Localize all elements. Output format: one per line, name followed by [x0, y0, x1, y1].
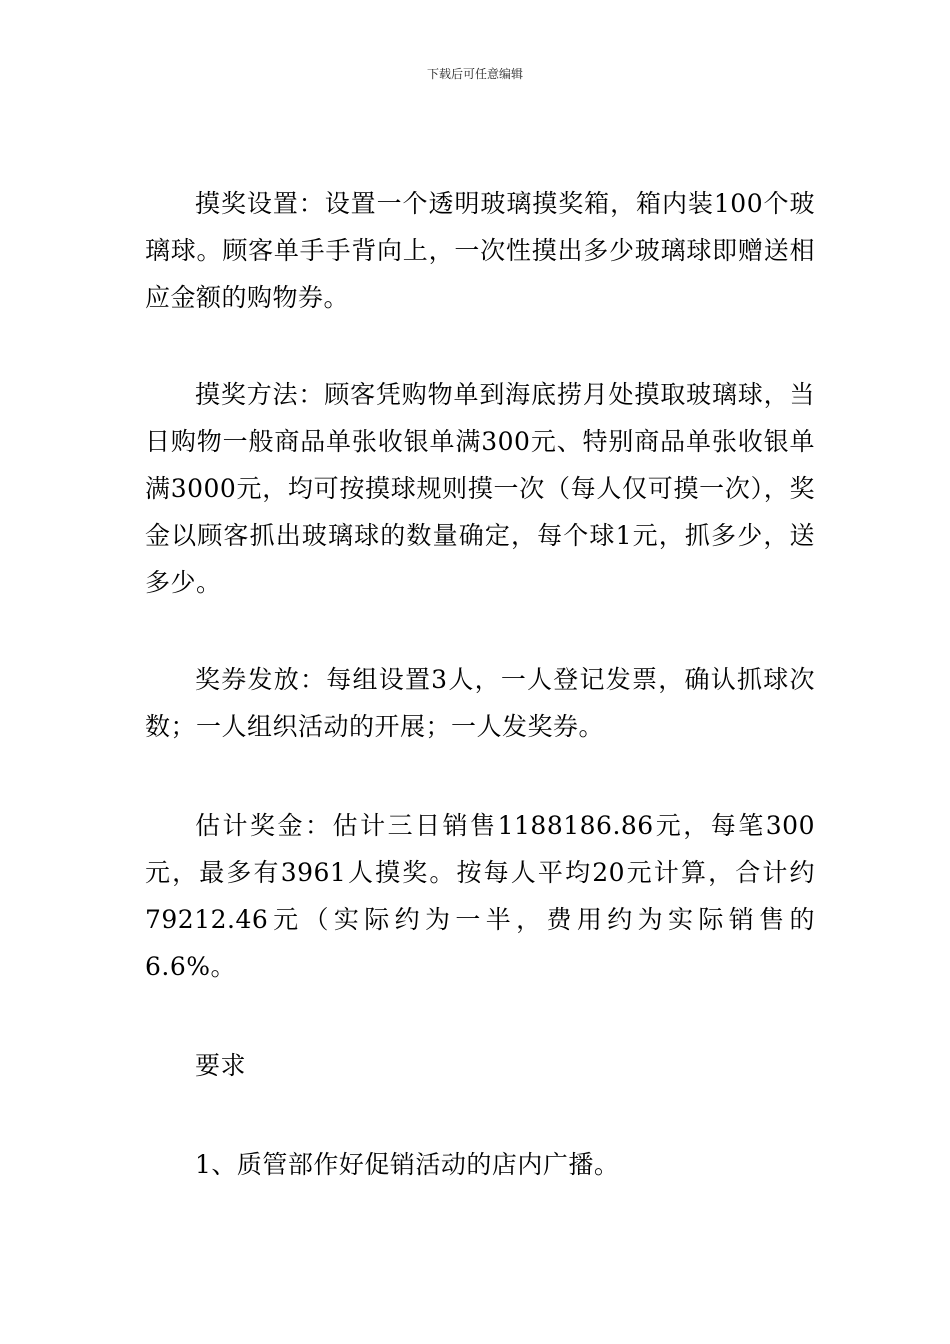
requirement-item-1: 1、质管部作好促销活动的店内广播。	[195, 1150, 620, 1179]
download-note: 下载后可任意编辑	[426, 67, 523, 81]
section-heading-requirements: 要求	[195, 1051, 247, 1080]
document-body	[145, 180, 815, 1188]
paragraph-prize-setup: 摸奖设置：设置一个透明玻璃摸奖箱，箱内装100个玻璃球。顾客单手手背向上，一次性摸出多少玻璃球即赠送相应金额的购物券。	[145, 189, 815, 312]
paragraph-prize-method: 摸奖方法：顾客凭购物单到海底捞月处摸取玻璃球，当日购物一般商品单张收银单满300元、特别商品单张收银单满3000元，均可按摸球规则摸一次（每人仅可摸一次），奖金以顾客抓出玻璃球的数量确定，每个球1元，抓多少，送多少。	[145, 380, 815, 597]
paragraph-estimated-prize: 估计奖金：估计三日销售1188186.86元，每笔300元，最多有3961人摸奖。按每人平均20元计算，合计约79212.46元（实际约为一半，费用约为实际销售的6.6%。	[145, 811, 815, 981]
paragraph-voucher-distribution: 奖券发放：每组设置3人，一人登记发票，确认抓球次数；一人组织活动的开展；一人发奖券。	[145, 665, 815, 741]
